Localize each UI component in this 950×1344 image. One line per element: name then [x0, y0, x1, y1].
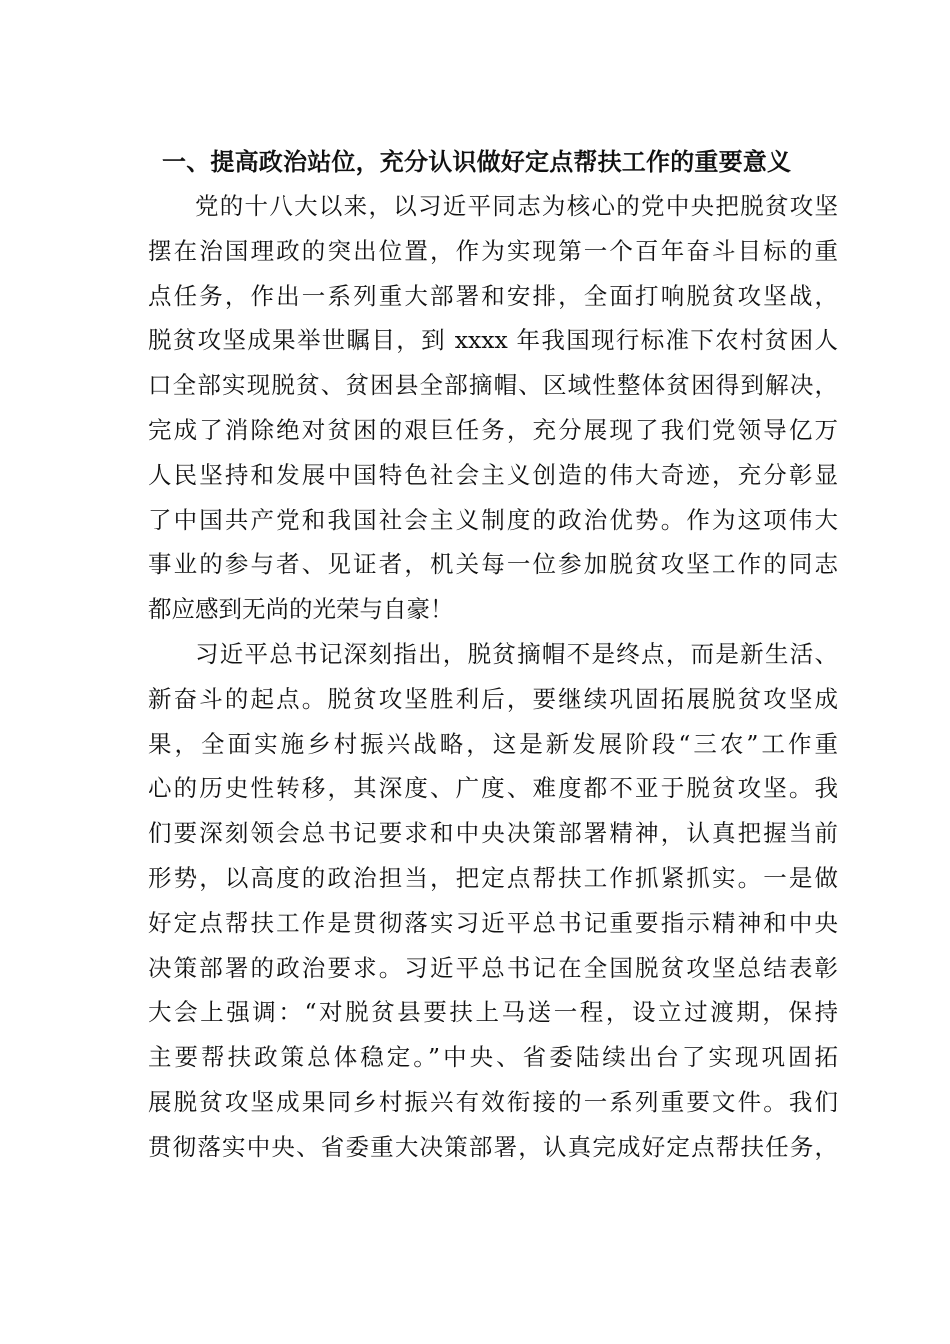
- section-heading: 一、提高政治站位，充分认识做好定点帮扶工作的重要意义: [162, 148, 792, 176]
- paragraph-line: 心的历史性转移，其深度、广度、难度都不亚于脱贫攻坚。我: [148, 774, 838, 803]
- paragraph-line: 习近平总书记深刻指出，脱贫摘帽不是终点，而是新生活、: [195, 639, 838, 668]
- paragraph-line: 点任务，作出一系列重大部署和安排，全面打响脱贫攻坚战，: [148, 281, 838, 310]
- paragraph-line: 脱贫攻坚成果举世瞩目，到 xxxx 年我国现行标准下农村贫困人: [148, 326, 838, 355]
- paragraph-line: 主要帮扶政策总体稳定。”中央、省委陆续出台了实现巩固拓: [148, 1043, 838, 1072]
- paragraph-line: 大会上强调：“对脱贫县要扶上马送一程，设立过渡期，保持: [148, 998, 838, 1027]
- paragraph-line: 完成了消除绝对贫困的艰巨任务，充分展现了我们党领导亿万: [148, 415, 838, 444]
- paragraph-line: 摆在治国理政的突出位置，作为实现第一个百年奋斗目标的重: [148, 236, 838, 265]
- paragraph-line: 口全部实现脱贫、贫困县全部摘帽、区域性整体贫困得到解决，: [148, 371, 838, 400]
- paragraph-line: 决策部署的政治要求。习近平总书记在全国脱贫攻坚总结表彰: [148, 953, 838, 982]
- paragraph-line: 人民坚持和发展中国特色社会主义创造的伟大奇迹，充分彰显: [148, 460, 838, 489]
- paragraph-line: 新奋斗的起点。脱贫攻坚胜利后，要继续巩固拓展脱贫攻坚成: [148, 684, 838, 713]
- paragraph-line: 党的十八大以来，以习近平同志为核心的党中央把脱贫攻坚: [195, 192, 838, 220]
- paragraph-line: 好定点帮扶工作是贯彻落实习近平总书记重要指示精神和中央: [148, 908, 838, 937]
- paragraph-line: 事业的参与者、见证者，机关每一位参加脱贫攻坚工作的同志: [148, 550, 838, 579]
- paragraph-line: 们要深刻领会总书记要求和中央决策部署精神，认真把握当前: [148, 819, 838, 848]
- document-body: [148, 140, 838, 1170]
- paragraph-line: 展脱贫攻坚成果同乡村振兴有效衔接的一系列重要文件。我们: [148, 1087, 838, 1116]
- paragraph-line: 了中国共产党和我国社会主义制度的政治优势。作为这项伟大: [148, 505, 838, 534]
- paragraph-line: 都应感到无尚的光荣与自豪！: [148, 595, 454, 624]
- paragraph-2: [148, 632, 838, 1170]
- paragraph-line: 形势，以高度的政治担当，把定点帮扶工作抓紧抓实。一是做: [148, 863, 838, 892]
- paragraph-line: 贯彻落实中央、省委重大决策部署，认真完成好定点帮扶任务，: [148, 1132, 838, 1161]
- paragraph-line: 果，全面实施乡村振兴战略，这是新发展阶段“三农”工作重: [148, 729, 838, 758]
- paragraph-1: [148, 184, 838, 632]
